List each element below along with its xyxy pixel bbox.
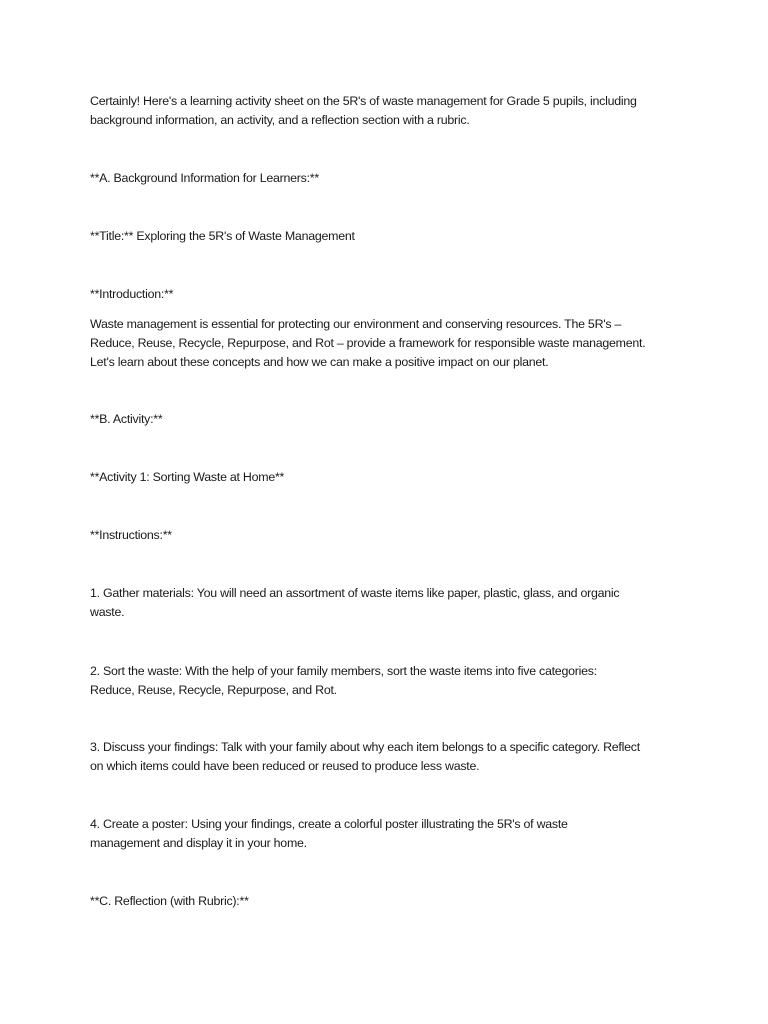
instruction-step-1 [90,584,619,622]
text-line: background information, an activity, and a reflection section with a rubric. [90,113,470,127]
introduction-paragraph [90,315,645,372]
text-line: Certainly! Here's a learning activity sheet on the 5R's of waste management for Grade 5 pupils, including [90,94,637,108]
text-line: 2. Sort the waste: With the help of your family members, sort the waste items into five categories: [90,664,597,678]
activity-1-heading [90,468,284,487]
text-line: Let's learn about these concepts and how we can make a positive impact on our planet. [90,355,549,369]
instruction-step-4 [90,815,568,853]
instruction-step-2 [90,662,597,700]
section-a-heading [90,169,319,188]
text-line: **A. Background Information for Learners:** [90,171,319,185]
text-line: **Activity 1: Sorting Waste at Home** [90,470,285,484]
intro-paragraph [90,92,637,130]
text-line: 4. Create a poster: Using your findings, create a colorful poster illustrating the 5R's of waste [90,817,568,831]
text-line: **B. Activity:** [90,412,163,426]
instruction-step-3 [90,738,640,776]
text-line: **C. Reflection (with Rubric):** [90,894,249,908]
text-line: **Instructions:** [90,528,172,542]
text-line: **Introduction:** [90,287,174,301]
text-line: management and display it in your home. [90,836,307,850]
text-line: Reduce, Reuse, Recycle, Repurpose, and Rot – provide a framework for responsible waste management. [90,336,646,350]
text-line: Waste management is essential for protecting our environment and conserving resources. The 5R's – [90,317,622,331]
text-line: on which items could have been reduced or reused to produce less waste. [90,759,480,773]
section-c-heading [90,892,249,911]
title-line [90,227,355,246]
text-line: 3. Discuss your findings: Talk with your family about why each item belongs to a specific category. Reflect [90,740,640,754]
text-line: **Title:** Exploring the 5R's of Waste Management [90,229,355,243]
text-line: waste. [90,605,125,619]
text-line: Reduce, Reuse, Recycle, Repurpose, and Rot. [90,683,337,697]
text-line: 1. Gather materials: You will need an assortment of waste items like paper, plastic, glass, and organic [90,586,620,600]
introduction-heading [90,285,173,304]
section-b-heading [90,410,162,429]
instructions-heading [90,526,172,545]
